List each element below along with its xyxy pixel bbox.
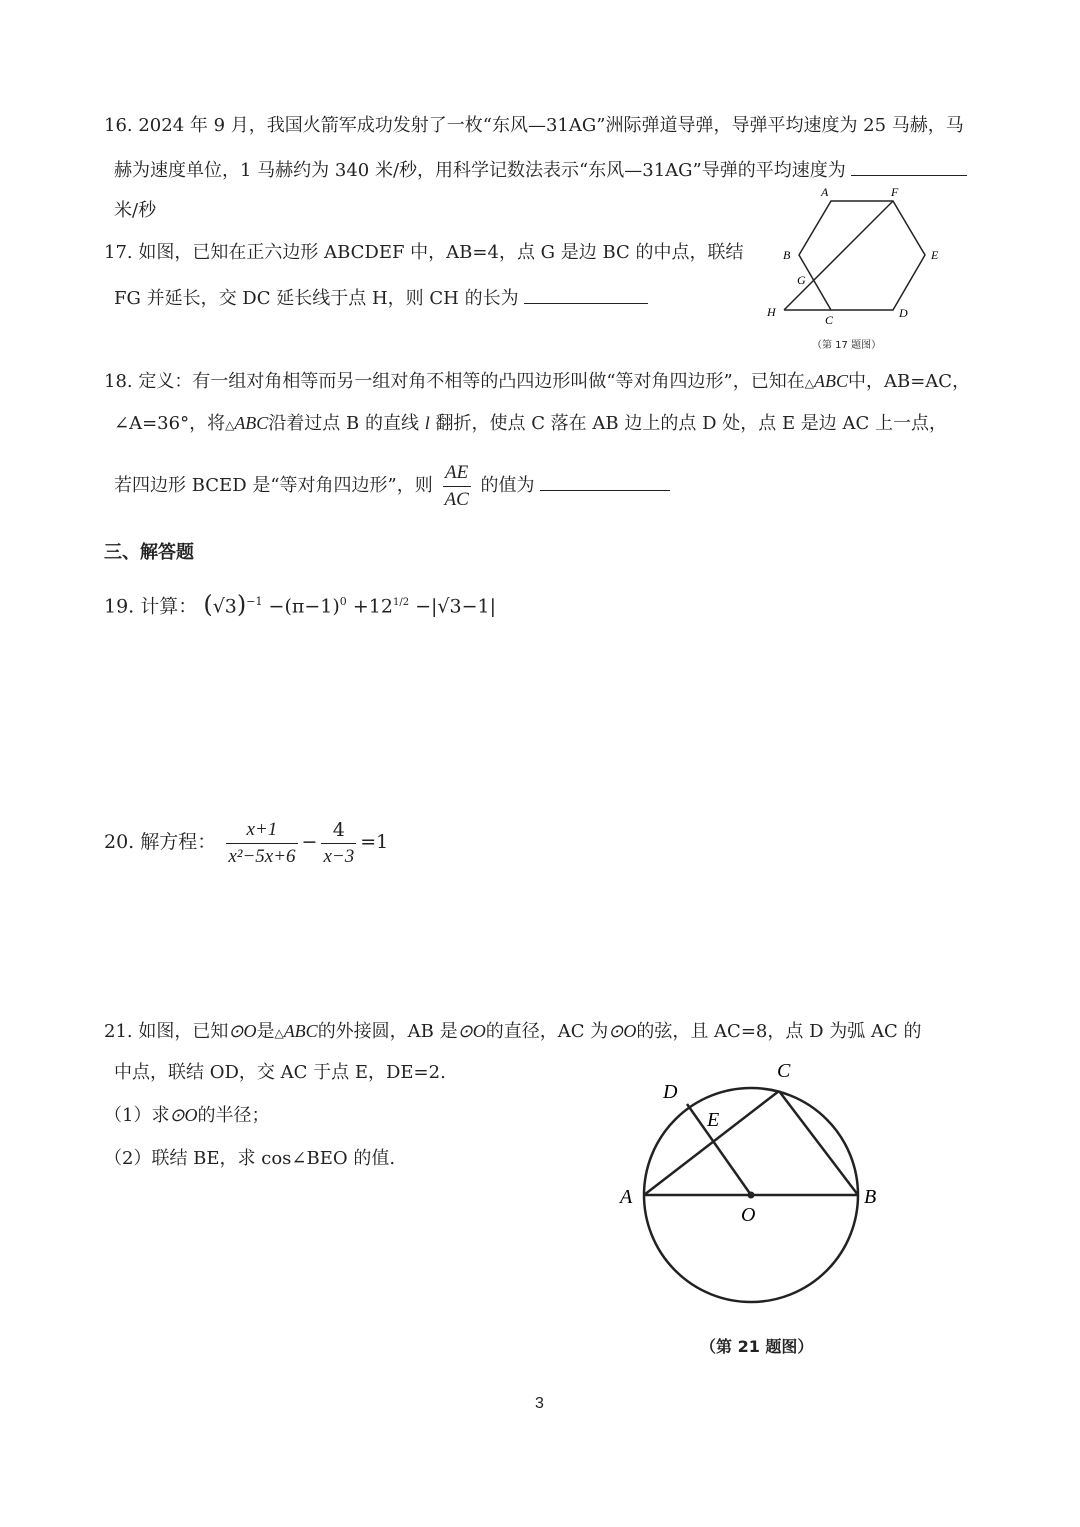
- hexagon-shape: [799, 201, 925, 310]
- q21-line1: [104, 1019, 921, 1045]
- q20-fraction-2: [321, 817, 356, 870]
- q21-circle-o-4: ⊙O: [169, 1105, 198, 1125]
- q20-fraction-1: [226, 817, 297, 870]
- fig21-label-e: E: [707, 1109, 720, 1131]
- q20-minus: −: [301, 831, 318, 853]
- q18-line3: [114, 458, 670, 514]
- q21-line1-mid2: 的直径，AC 为: [485, 1021, 609, 1042]
- q19-exp-num: 1: [392, 597, 400, 608]
- q17-line2-text: FG 并延长，交 DC 延长线于点 H，则 CH 的长为: [114, 288, 519, 309]
- fig21-label-o: O: [741, 1204, 756, 1226]
- q17-answer-blank: [524, 285, 648, 304]
- q20-prefix: 20. 解方程：: [104, 831, 217, 853]
- q18-line1-text: 18. 定义：有一组对角相等而另一组对角不相等的凸四边形叫做“等对角四边形”，已知在: [104, 371, 805, 392]
- q21-sub1-start: （1）求: [104, 1105, 170, 1126]
- fig21-label-d: D: [663, 1081, 678, 1103]
- q18-frac-denominator: AC: [444, 488, 469, 510]
- page-number: 3: [535, 1395, 544, 1412]
- q18-line2-start: ∠A=36°，将: [114, 413, 226, 434]
- q19-exponent-0: 0: [339, 595, 347, 608]
- q21-figure-caption: （第 21 题图）: [700, 1337, 814, 1356]
- fig21-label-a: A: [620, 1186, 633, 1208]
- q16-line3: 米/秒: [114, 200, 157, 221]
- label-g: G: [797, 273, 806, 287]
- point-o: [748, 1192, 755, 1199]
- q18-triangle-symbol: △: [804, 376, 814, 390]
- q16-line2-text: 赫为速度单位，1 马赫约为 340 米/秒，用科学记数法表示“东风—31AG”导弹的平均速度为: [114, 160, 846, 181]
- q19-plus12: +12: [352, 595, 393, 618]
- fig21-label-b: B: [864, 1186, 877, 1208]
- q20-frac1-numerator: x+1: [226, 817, 297, 844]
- q21-circle-figure: [610, 1055, 890, 1335]
- q18-line1-end: 中，AB=AC，: [847, 371, 971, 392]
- q20-frac2-denominator: x−3: [323, 845, 355, 867]
- q18-line-l: l: [424, 413, 430, 433]
- q21-sub1: [104, 1103, 270, 1128]
- q21-circle-o-1: ⊙O: [228, 1021, 257, 1041]
- q20-equation: [104, 812, 388, 872]
- q18-line3-start: 若四边形 BCED 是“等对角四边形”，则: [114, 475, 433, 496]
- fig21-label-c: C: [777, 1060, 791, 1082]
- q19-prefix: 19. 计算：: [104, 595, 198, 618]
- q18-frac-numerator: AE: [443, 460, 471, 487]
- q20-frac2-numerator: 4: [321, 817, 356, 844]
- label-c: C: [825, 313, 834, 327]
- q19-exponent-neg1: −1: [246, 595, 263, 608]
- q18-line1: [104, 369, 970, 395]
- q19-exp-den: 2: [402, 597, 410, 608]
- q21-circle-o-2: ⊙O: [457, 1021, 486, 1041]
- q18-line2-mid: 沿着过点 B 的直线: [268, 413, 419, 434]
- q17-figure-caption: （第 17 题图）: [812, 340, 882, 351]
- q21-sub1-end: 的半径；: [197, 1105, 270, 1126]
- q18-line2-end: 翻折，使点 C 落在 AB 边上的点 D 处，点 E 是边 AC 上一点，: [435, 413, 948, 434]
- q16-answer-blank: [851, 157, 967, 176]
- label-d: D: [899, 306, 908, 320]
- q21-abc: ABC: [283, 1021, 318, 1041]
- q21-circle-o-3: ⊙O: [608, 1021, 637, 1041]
- label-f: F: [891, 185, 899, 199]
- q21-line1-mid: 的外接圆，AB 是: [317, 1021, 458, 1042]
- q21-line1-end: 的弦，且 AC=8，点 D 为弧 AC 的: [636, 1021, 922, 1042]
- label-h: H: [767, 305, 776, 319]
- q18-triangle-symbol-2: △: [225, 418, 235, 432]
- label-a: A: [821, 185, 829, 199]
- q17-hexagon-figure: [755, 180, 970, 360]
- q21-triangle-symbol: △: [274, 1026, 284, 1040]
- chord-ac: [644, 1091, 779, 1195]
- q20-rhs: =1: [360, 831, 389, 853]
- q19-minus-pi: −(π−1): [268, 595, 340, 618]
- q18-line3-end: 的值为: [480, 475, 535, 496]
- q21-line2: 中点，联结 OD，交 AC 于点 E，DE=2.: [114, 1062, 446, 1083]
- q18-fraction: [443, 460, 471, 513]
- q18-abc-2: ABC: [234, 413, 269, 433]
- q21-line1-start: 21. 如图，已知: [104, 1021, 229, 1042]
- q20-frac1-denominator: x²−5x+6: [228, 845, 296, 867]
- label-b: B: [783, 248, 791, 262]
- q16-line1: 16. 2024 年 9 月，我国火箭军成功发射了一枚“东风—31AG”洲际弹道导弹，导弹平均速度为 25 马赫，马: [104, 115, 964, 136]
- q19-abs-term: −|√3−1|: [415, 595, 497, 618]
- q18-line2: [114, 411, 947, 437]
- q21-sub2: （2）联结 BE，求 cos∠BEO 的值.: [104, 1148, 396, 1169]
- q21-line1-is: 是: [256, 1021, 275, 1042]
- line-fh: [784, 201, 893, 310]
- q19-expression: 19. 计算： $(√3)^{-1} -(\pi-1)^0 +12^{1/2} -|√3-1|$: [104, 590, 497, 619]
- q18-abc: ABC: [813, 371, 848, 391]
- chord-cb: [779, 1091, 858, 1195]
- q19-sqrt3: √3: [212, 595, 237, 618]
- q17-line2: [114, 285, 648, 311]
- q18-answer-blank: [540, 472, 670, 491]
- section-heading: 三、解答题: [104, 542, 194, 563]
- label-e: E: [931, 248, 939, 262]
- q17-line1: 17. 如图，已知在正六边形 ABCDEF 中，AB=4，点 G 是边 BC 的中点，联结: [104, 242, 744, 263]
